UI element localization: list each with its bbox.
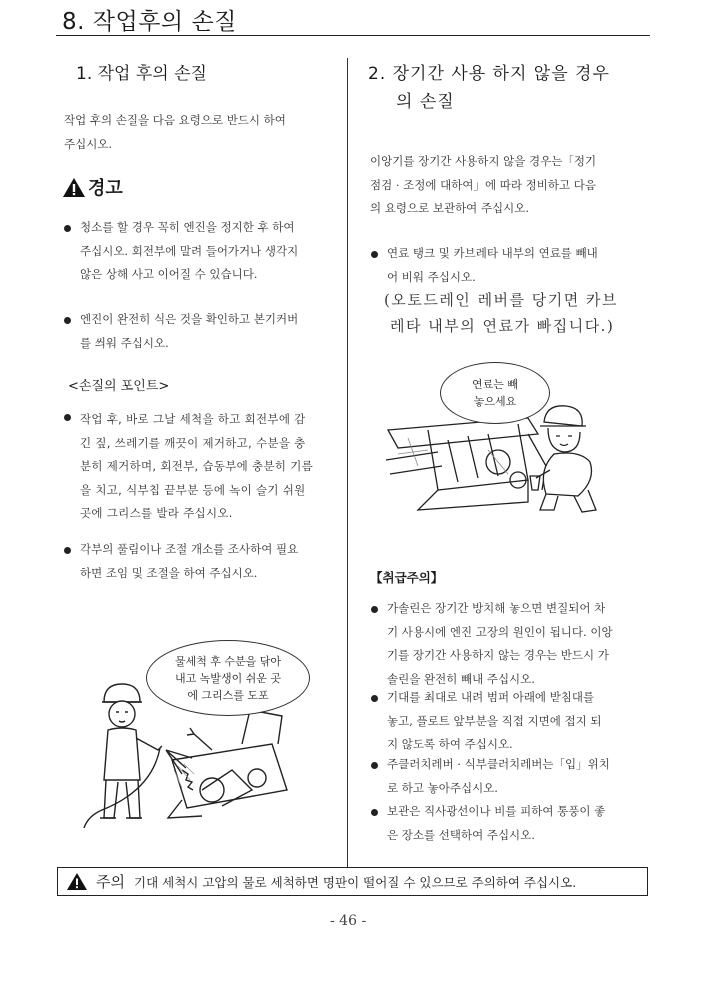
text-line: 에 그리스를 도포 <box>187 688 269 702</box>
text-line: 어 비워 주십시오. <box>387 269 476 284</box>
bullet <box>371 251 378 258</box>
text-line: 로 하고 놓아주십시오. <box>387 780 498 795</box>
text-line: 지 않도록 하여 주십시오. <box>387 737 513 751</box>
text-line: 기대를 최대로 내려 범퍼 아래에 받침대를 <box>387 690 595 704</box>
warning-triangle-icon <box>62 177 86 198</box>
text-line: 보관은 직사광선이나 비를 피하여 통풍이 좋 <box>387 804 606 818</box>
warning-item <box>80 308 298 355</box>
section-1-intro <box>64 109 286 156</box>
text-line: 작업 후의 손질을 다음 요령으로 반드시 하여 <box>64 113 286 127</box>
text-line: 을 치고, 식부칩 끝부분 등에 녹이 슬기 쉬원 <box>80 482 306 497</box>
column-divider <box>347 58 348 868</box>
section-1-heading: 1. 작업 후의 손질 <box>76 64 207 84</box>
bullet <box>371 762 378 769</box>
section-2-intro <box>370 150 596 221</box>
caution-item <box>387 597 613 691</box>
text-line: 기를 장기간 사용하지 않는 경우는 반드시 가 <box>387 648 609 662</box>
text-line: 의 손질 <box>396 92 455 112</box>
caution-item <box>387 800 605 847</box>
text-line: 기 사용시에 엔진 고장의 원인이 됩니다. 이앙 <box>387 624 613 639</box>
section-2-heading <box>368 60 610 116</box>
text-line: 솔린을 완전히 빼내 주십시오. <box>387 671 535 686</box>
page-title: 8. 작업후의 손질 <box>62 9 237 35</box>
text-line: 가솔린은 장기간 방치해 놓으면 변질되어 차 <box>387 601 606 615</box>
caution-item <box>387 753 610 800</box>
text-line: 은 장소를 선택하여 주십시오. <box>387 827 535 842</box>
text-line: 물세척 후 수분을 닦아 <box>174 654 282 668</box>
bullet <box>64 547 71 554</box>
text-line: 각부의 풀림이나 조절 개소를 조사하여 필요 <box>80 542 299 556</box>
text-line: 내고 녹발생이 쉬운 곳 <box>174 671 282 685</box>
warning-triangle-icon <box>66 872 88 891</box>
text-line: 주십시오. <box>64 136 113 151</box>
text-line: 놓고, 플로트 앞부분을 직접 지면에 접지 되 <box>387 713 602 728</box>
title-divider <box>56 35 650 36</box>
text-line: 엔진이 완전히 식은 것을 확인하고 본기커버 <box>80 312 299 326</box>
text-line: 를 씌워 주십시오. <box>80 335 169 350</box>
footer-caution-label: 주의 <box>96 873 125 891</box>
bullet <box>64 414 71 421</box>
text-line: 않은 상해 사고 이어질 수 있습니다. <box>80 267 258 281</box>
fuel-speech-bubble <box>440 362 550 424</box>
point-item <box>80 538 298 585</box>
text-line: 연료 탱크 및 카브레타 내부의 연료를 빼내 <box>387 246 598 260</box>
text-line: 하면 조임 및 조절을 하여 주십시오. <box>80 565 258 580</box>
bullet <box>64 225 71 232</box>
fuel-item <box>387 242 598 289</box>
text-line: 연료는 빼 <box>471 378 518 391</box>
point-item <box>80 408 313 526</box>
bullet <box>371 809 378 816</box>
text-line: 점검 · 조정에 대하여」에 따라 정비하고 다음 <box>370 177 596 192</box>
page-number: - 46 - <box>330 913 367 929</box>
footer-caution-text: 기대 세척시 고압의 물로 세척하면 명판이 떨어질 수 있으므로 주의하여 주십시오. <box>134 875 577 890</box>
text-line: 곳에 그리스를 발라 주십시오. <box>80 506 233 520</box>
warning-title: 경고 <box>88 178 123 199</box>
text-line: 2. 장기간 사용 하지 않을 경우 <box>368 64 610 84</box>
text-line: 긴 짚, 쓰레기를 깨끗이 제거하고, 수분을 충 <box>80 435 306 450</box>
text-line: 의 요령으로 보관하여 주십시오. <box>370 201 530 215</box>
warning-item <box>80 216 298 287</box>
bullet <box>371 695 378 702</box>
text-line: 분히 제거하며, 회전부, 습동부에 충분히 기름 <box>80 459 314 473</box>
caution-item <box>387 686 601 757</box>
text-line: 이앙기를 장기간 사용하지 않을 경우는「정기 <box>370 154 597 168</box>
text-line: 레타 내부의 연료가 빠집니다.) <box>390 317 615 335</box>
text-line: (오토드레인 레버를 당기면 카브 <box>384 291 619 309</box>
text-line: 놓으세요 <box>473 395 517 408</box>
text-line: 작업 후, 바로 그날 세척을 하고 회전부에 감 <box>80 412 306 426</box>
text-line: 주클러치레버 · 식부클러치레버는「입」위치 <box>387 757 610 771</box>
bullet <box>371 606 378 613</box>
text-line: 주십시오. 회전부에 말려 들어가거나 생각지 <box>80 243 299 258</box>
caution-title: 【취급주의】 <box>370 570 444 585</box>
bullet <box>64 317 71 324</box>
points-title: <손질의 포인트> <box>68 379 170 394</box>
text-line: 청소를 할 경우 꼭히 엔진을 정지한 후 하여 <box>80 220 295 234</box>
washing-speech-bubble <box>146 640 310 716</box>
fuel-note <box>384 287 618 339</box>
